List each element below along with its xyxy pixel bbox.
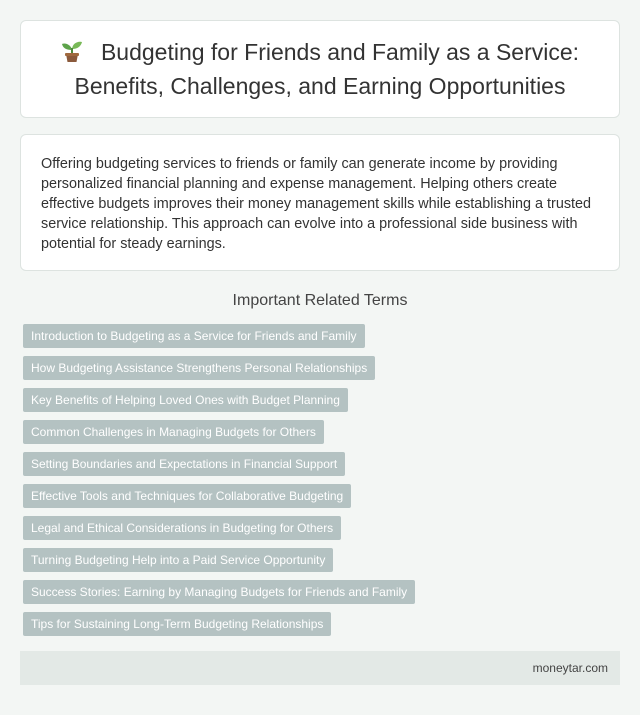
title-card [20,20,620,118]
related-term-tag[interactable]: Setting Boundaries and Expectations in Financial Support [23,452,345,476]
page-title [43,37,597,102]
related-term-tag[interactable]: Legal and Ethical Considerations in Budgeting for Others [23,516,341,540]
summary-card [20,134,620,271]
related-term-tag[interactable]: Turning Budgeting Help into a Paid Service Opportunity [23,548,333,572]
related-term-tag[interactable]: Introduction to Budgeting as a Service for Friends and Family [23,324,365,348]
related-term-tag[interactable]: Success Stories: Earning by Managing Budgets for Friends and Family [23,580,415,604]
related-term-tag[interactable]: Tips for Sustaining Long-Term Budgeting Relationships [23,612,331,636]
related-term-tag[interactable]: Effective Tools and Techniques for Collaborative Budgeting [23,484,351,508]
footer [20,651,620,685]
summary-text: Offering budgeting services to friends or family can generate income by providing personalized financial planning and expense management. Helping others create effective budgets improves their money management skills while establishing a trusted service relationship. This approach can evolve into a professional side business with potential for steady earnings. [41,156,592,252]
footer-site-link[interactable]: moneytar.com [532,661,608,675]
related-terms-heading: Important Related Terms [232,292,408,309]
seedling-icon [61,39,83,71]
page-title-text: Budgeting for Friends and Family as a Service: Benefits, Challenges, and Earning Opportunities [74,38,580,99]
related-term-tag[interactable]: Common Challenges in Managing Budgets for Others [23,420,324,444]
related-term-tag[interactable]: Key Benefits of Helping Loved Ones with Budget Planning [23,388,348,412]
related-term-tag[interactable]: How Budgeting Assistance Strengthens Personal Relationships [23,356,375,380]
related-terms-list [23,324,415,644]
